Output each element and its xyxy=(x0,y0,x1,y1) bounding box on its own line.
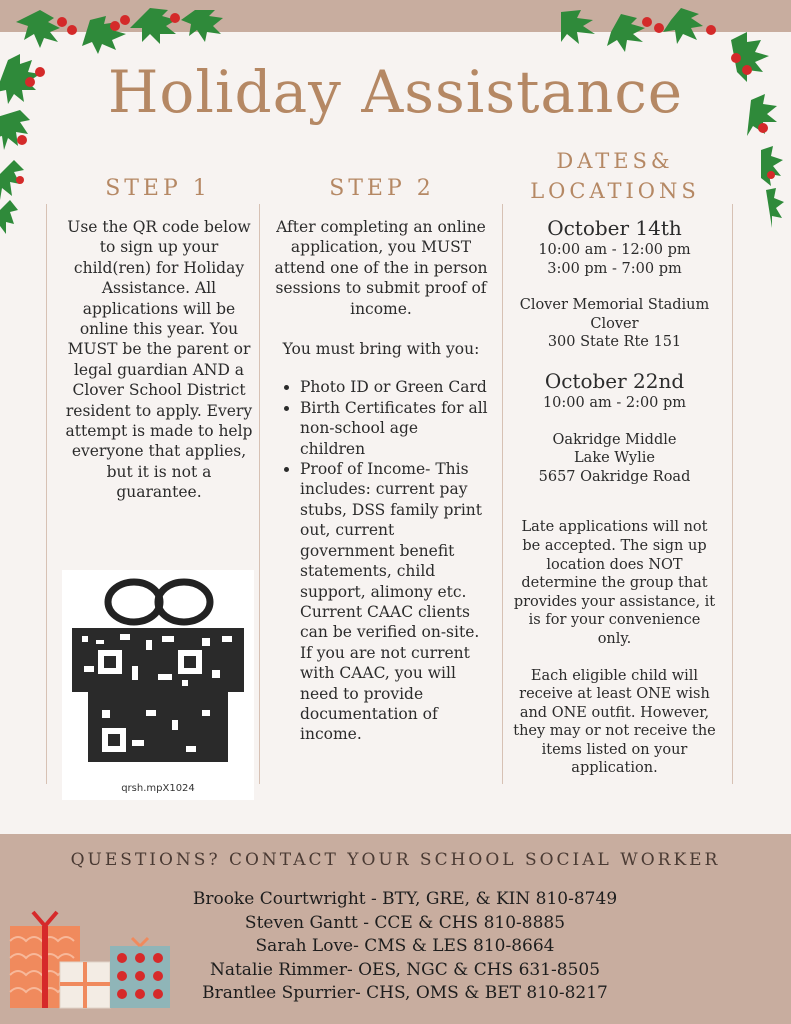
page-title: Holiday Assistance xyxy=(107,58,684,126)
loc2-line1: Oakridge Middle xyxy=(552,431,677,448)
contact-list xyxy=(150,888,660,1006)
qr-caption: qrsh.mpX1024 xyxy=(121,783,195,794)
loc2-line2: Lake Wylie xyxy=(574,450,655,467)
dates-heading xyxy=(510,146,720,206)
date1-heading: October 14th xyxy=(547,216,682,240)
loc2-line3: 5657 Oakridge Road xyxy=(538,468,691,485)
loc1-line1: Clover Memorial Stadium xyxy=(519,297,710,314)
loc1-line2: Clover xyxy=(590,315,639,332)
list-item: • Proof of Income- This includes: current pay stubs, DSS family print out, current government benefit statements, child support, alimony etc. Current CAAC clients can be verified on-site. If you are not current with CAAC, you will need to provide documentation of income. xyxy=(300,459,488,745)
divider-right xyxy=(732,204,733,784)
step2-bring-list xyxy=(274,377,488,744)
date1-time1: 10:00 am - 12:00 pm xyxy=(538,242,691,258)
loc1-line3: 300 State Rte 151 xyxy=(547,334,682,351)
step2-bring-label: You must bring with you: xyxy=(282,340,480,359)
date2-heading: October 22nd xyxy=(544,368,685,393)
date2-time1: 10:00 am - 2:00 pm xyxy=(542,394,687,411)
late-note: Late applications will not be accepted. The sign up location does NOT determine the group that provides your assistance, it is for your convenience only. xyxy=(513,519,716,647)
contact-item: Brooke Courtwright - BTY, GRE, & KIN 810-8749 xyxy=(192,889,618,909)
step1-body: Use the QR code below to sign up your child(ren) for Holiday Assistance. All applications will be online this year. You MUST be the parent or legal guardian AND a Clover School District resident to apply. Every attempt is made to help everyone that applies, but it is not a guarantee. xyxy=(65,218,253,502)
divider-1 xyxy=(259,204,260,784)
gift-qr-icon xyxy=(62,570,254,775)
wish-note: Each eligible child will receive at least ONE wish and ONE outfit. However, they may or not receive the items listed on your application. xyxy=(513,667,716,777)
dates-heading-line2: LOCATIONS xyxy=(530,179,700,203)
step2-body xyxy=(274,217,488,745)
step1-heading: STEP 1 xyxy=(105,176,211,201)
dates-heading-line1: DATES& xyxy=(556,149,674,173)
step2-heading: STEP 2 xyxy=(329,176,435,201)
divider-2 xyxy=(502,204,503,784)
contact-item: Sarah Love- CMS & LES 810-8664 xyxy=(255,936,555,956)
step2-intro: After completing an online application, you MUST attend one of the in person sessions to submit proof of income. xyxy=(274,218,488,318)
list-item: • Birth Certificates for all non-school age children xyxy=(300,398,488,459)
contact-item: Natalie Rimmer- OES, NGC & CHS 631-8505 xyxy=(209,959,601,980)
footer-heading: QUESTIONS? CONTACT YOUR SCHOOL SOCIAL WORKER xyxy=(70,850,721,870)
dates-column xyxy=(512,215,717,778)
contact-item: Steven Gantt - CCE & CHS 810-8885 xyxy=(244,912,566,933)
list-item: • Photo ID or Green Card xyxy=(300,377,488,397)
gift-boxes-icon xyxy=(6,906,176,1024)
contact-item: Brantlee Spurrier- CHS, OMS & BET 810-8217 xyxy=(202,983,608,1003)
date1-time2: 3:00 pm - 7:00 pm xyxy=(547,260,682,277)
qr-code[interactable] xyxy=(62,570,254,800)
divider-left xyxy=(46,204,47,784)
